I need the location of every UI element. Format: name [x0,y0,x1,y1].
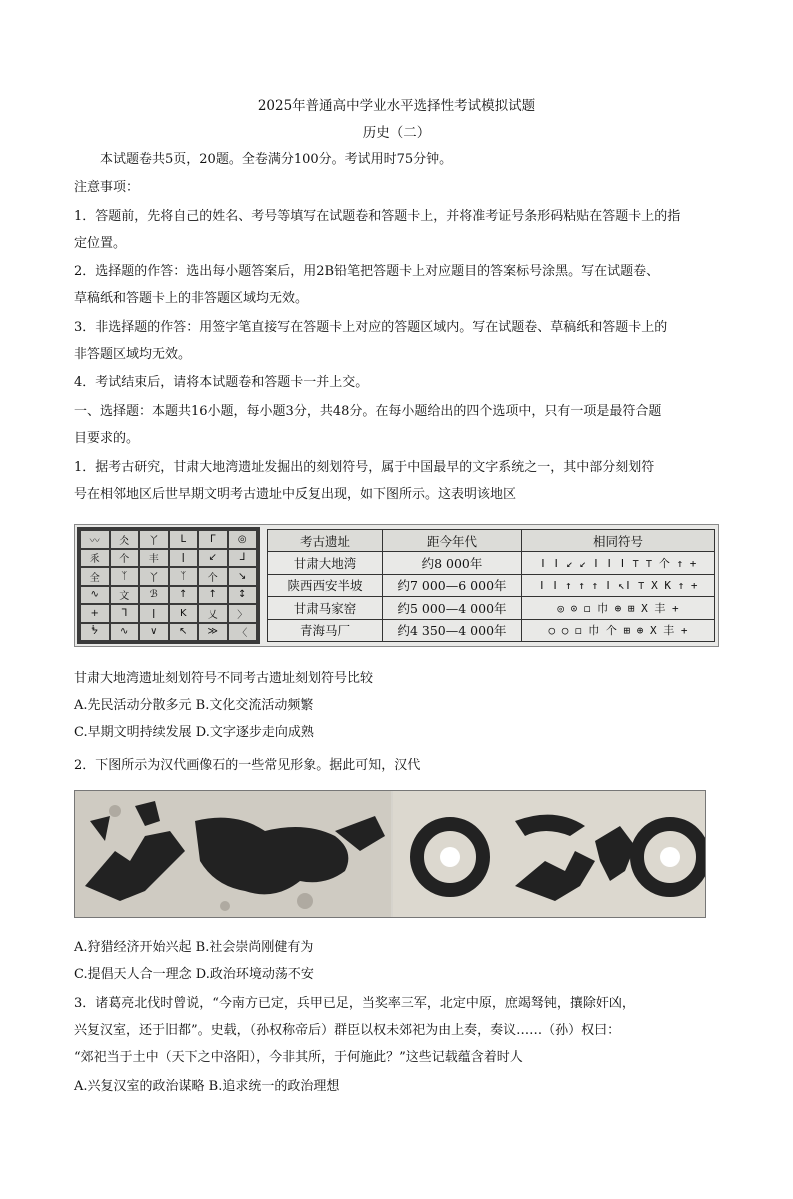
table-header-row [268,530,715,552]
note-line: 非答题区域均无效。 [74,347,192,362]
symbol-cell: 丰 [140,550,168,567]
table-cell-symbols: ◎ ⊙ ◻ 巾 ⊕ ⊞ X 丰 + [522,597,715,619]
symbol-cell: ◎ [229,531,257,548]
question-3-stem: “郊祀当于土中（天下之中洛阳），今非其所，于何施此？”这些记载蕴含着时人 [74,1050,523,1065]
note-line: 1．答题前，先将自己的姓名、考号等填写在试题卷和答题卡上，并将准考证号条形码粘贴在答题卡上的指 [74,209,681,224]
table-cell: 约4 350—4 000年 [383,619,522,641]
symbol-cell: 乂 [199,605,227,622]
symbol-cell: 〈 [229,624,257,641]
symbol-cell: 个 [111,550,139,567]
symbol-cell: ǀ [170,550,198,567]
question-1-options: C.早期文明持续发展 D.文字逐步走向成熟 [74,725,314,740]
table-cell: 甘肃大地湾 [268,552,383,574]
symbol-cell: ᒧ [229,550,257,567]
question-1-stem: 号在相邻地区后世早期文明考古遗址中反复出现，如下图所示。这表明该地区 [74,487,517,502]
symbol-cell: ᖭ [81,624,109,641]
symbol-cell: ∨ [140,624,168,641]
table-row [268,552,715,574]
section-heading: 目要求的。 [74,431,140,446]
symbol-cell: ↙ [199,550,227,567]
table-cell-symbols: ○ ○ ◻ 巾 个 ⊞ ⊕ X 丰 + [522,619,715,641]
note-line: 3．非选择题的作答：用签字笔直接写在答题卡上对应的答题区域内。写在试题卷、草稿纸和答题卡上的 [74,320,668,335]
symbol-cell: ↑ [170,587,198,604]
symbol-comparison-figure [74,524,719,647]
table-cell: 陕西西安半坡 [268,574,383,596]
symbol-cell: ↘ [229,568,257,585]
symbol-cell: 丫 [140,531,168,548]
symbol-cell: 全 [81,568,109,585]
symbol-cell: 文 [111,587,139,604]
question-2-options: A.狩猎经济开始兴起 B.社会崇尚刚健有为 [74,940,314,955]
section-heading: 一、选择题：本题共16小题，每小题3分，共48分。在每小题给出的四个选项中，只有一项是最符合题 [74,404,662,419]
table-header: 考古遗址 [268,530,383,552]
symbol-cell: 〰 [81,531,109,548]
exam-title: 2025年普通高中学业水平选择性考试模拟试题 [257,98,536,114]
table-cell: 青海马厂 [268,619,383,641]
table-row [268,619,715,641]
symbol-cell: ↕ [229,587,257,604]
symbol-cell: ℬ [140,587,168,604]
symbol-cell: 〉 [229,605,257,622]
symbol-cell: 丫 [140,568,168,585]
site-comparison-table [267,529,715,642]
question-3-stem: 兴复汉室，还于旧都”。史载，（孙权称帝后）群臣以权未郊祀为由上奏，奏议……（孙）权曰： [74,1023,621,1038]
symbol-cell: ∿ [111,624,139,641]
symbol-cell: 个 [199,568,227,585]
symbol-cell: ᒣ [111,605,139,622]
relief-images [75,791,706,918]
question-1-options: A.先民活动分散多元 B.文化交流活动频繁 [74,698,314,713]
symbol-cell: ᛉ [111,568,139,585]
table-row [268,597,715,619]
symbol-cell: 乑 [81,550,109,567]
table-cell: 甘肃马家窑 [268,597,383,619]
han-stone-relief-figure [74,790,706,918]
note-line: 2．选择题的作答：选出每小题答案后，用2B铅笔把答题卡上对应题目的答案标号涂黑。写在试题卷、 [74,264,660,279]
question-2-stem: 2．下图所示为汉代画像石的一些常见形象。据此可知，汉代 [74,758,421,773]
dadiwan-symbol-grid [77,527,260,644]
symbol-cell: ≫ [199,624,227,641]
note-line: 草稿纸和答题卡上的非答题区域均无效。 [74,291,309,306]
table-header: 距今年代 [383,530,522,552]
exam-intro: 本试题卷共5页，20题。全卷满分100分。考试用时75分钟。 [100,152,453,167]
table-row [268,574,715,596]
table-header: 相同符号 [522,530,715,552]
table-cell-symbols: ǀ ǀ ↑ ↑ ↑ ǀ ↖ǀ ⊤ X K ↑ + [522,574,715,596]
symbol-cell: + [81,605,109,622]
figure-caption: 甘肃大地湾遗址刻划符号不同考古遗址刻划符号比较 [74,671,374,686]
question-2-options: C.提倡天人合一理念 D.政治环境动荡不安 [74,967,314,982]
note-line: 4．考试结束后，请将本试题卷和答题卡一并上交。 [74,375,369,390]
symbol-cell: 仌 [111,531,139,548]
exam-subtitle: 历史（二） [362,125,431,141]
symbol-cell: ǀ [140,605,168,622]
note-line: 定位置。 [74,236,127,251]
symbol-cell: ∿ [81,587,109,604]
table-cell-symbols: ǀ ǀ ↙ ↙ ǀ ǀ ǀ ⊤ ⊤ 个 ↑ + [522,552,715,574]
question-1-stem: 1．据考古研究，甘肃大地湾遗址发掘出的刻划符号，属于中国最早的文字系统之一，其中部分刻划符 [74,460,655,475]
question-3-stem: 3．诸葛亮北伐时曾说，“今南方已定，兵甲已足，当奖率三军，北定中原，庶竭驽钝，攘除奸凶， [74,996,635,1011]
table-cell: 约7 000—6 000年 [383,574,522,596]
symbol-cell: ↑ [199,587,227,604]
symbol-cell: ᒪ [170,531,198,548]
question-3-options: A.兴复汉室的政治谋略 B.追求统一的政治理想 [74,1079,340,1094]
table-cell: 约5 000—4 000年 [383,597,522,619]
symbol-cell: ᛉ [170,568,198,585]
symbol-cell: ↖ [170,624,198,641]
notes-heading: 注意事项： [74,180,140,195]
symbol-cell: ᒥ [199,531,227,548]
symbol-cell: K [170,605,198,622]
table-cell: 约8 000年 [383,552,522,574]
